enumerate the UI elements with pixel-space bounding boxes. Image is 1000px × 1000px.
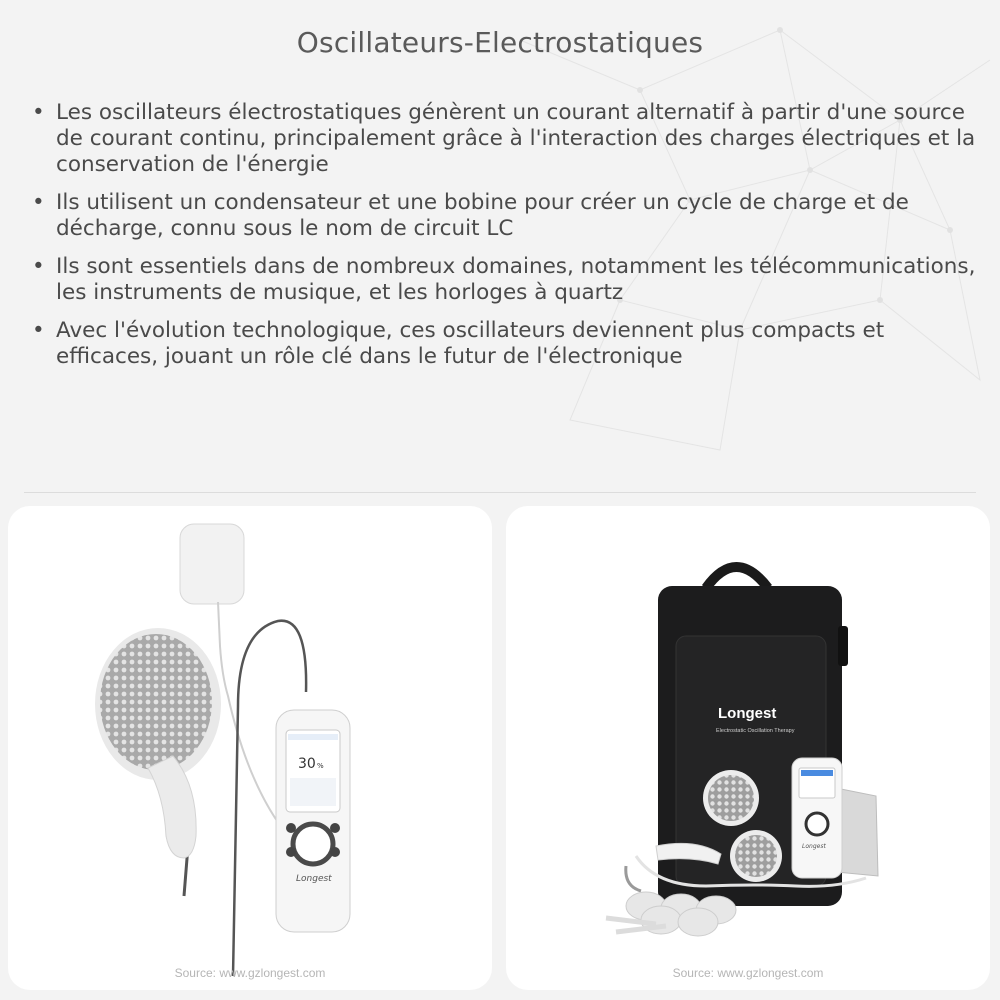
screen-value: 30 — [298, 756, 316, 772]
kit-device-brand: Longest — [802, 843, 826, 850]
image-card-device — [8, 506, 492, 990]
mesh-electrode-paddle — [95, 628, 221, 858]
page-title: Oscillateurs-Electrostatiques — [296, 26, 704, 59]
bag-tagline: Electrostatic Oscillation Therapy — [716, 728, 795, 734]
kit-illustration — [506, 506, 990, 990]
device-brand-label: Longest — [296, 874, 332, 884]
bullet-item: • Ils utilisent un condensateur et une bobine pour créer un cycle de charge et de décharge, connu sous le nom de circuit LC — [32, 190, 982, 242]
device-illustration — [8, 506, 492, 990]
section-divider — [24, 492, 976, 493]
kit-device — [792, 758, 842, 878]
handheld-device — [276, 710, 350, 932]
screen-unit: % — [317, 762, 324, 770]
bullet-list — [32, 100, 982, 382]
image-source-caption: Source: www.gzlongest.com — [672, 966, 824, 980]
image-card-kit — [506, 506, 990, 990]
bullet-item: • Les oscillateurs électrostatiques génèrent un courant alternatif à partir d'une source de courant continu, principalement grâce à l'interaction des charges électriques et la conservation de l'énergie — [32, 100, 982, 178]
electrode-pad — [180, 524, 244, 604]
bullet-item: • Ils sont essentiels dans de nombreux domaines, notamment les télécommunications, les instruments de musique, et les horloges à quartz — [32, 254, 982, 306]
image-source-caption: Source: www.gzlongest.com — [174, 966, 326, 980]
bag-brand-label: Longest — [718, 705, 777, 722]
bullet-item: • Avec l'évolution technologique, ces oscillateurs deviennent plus compacts et efficaces, jouant un rôle clé dans le futur de l'électronique — [32, 318, 982, 370]
